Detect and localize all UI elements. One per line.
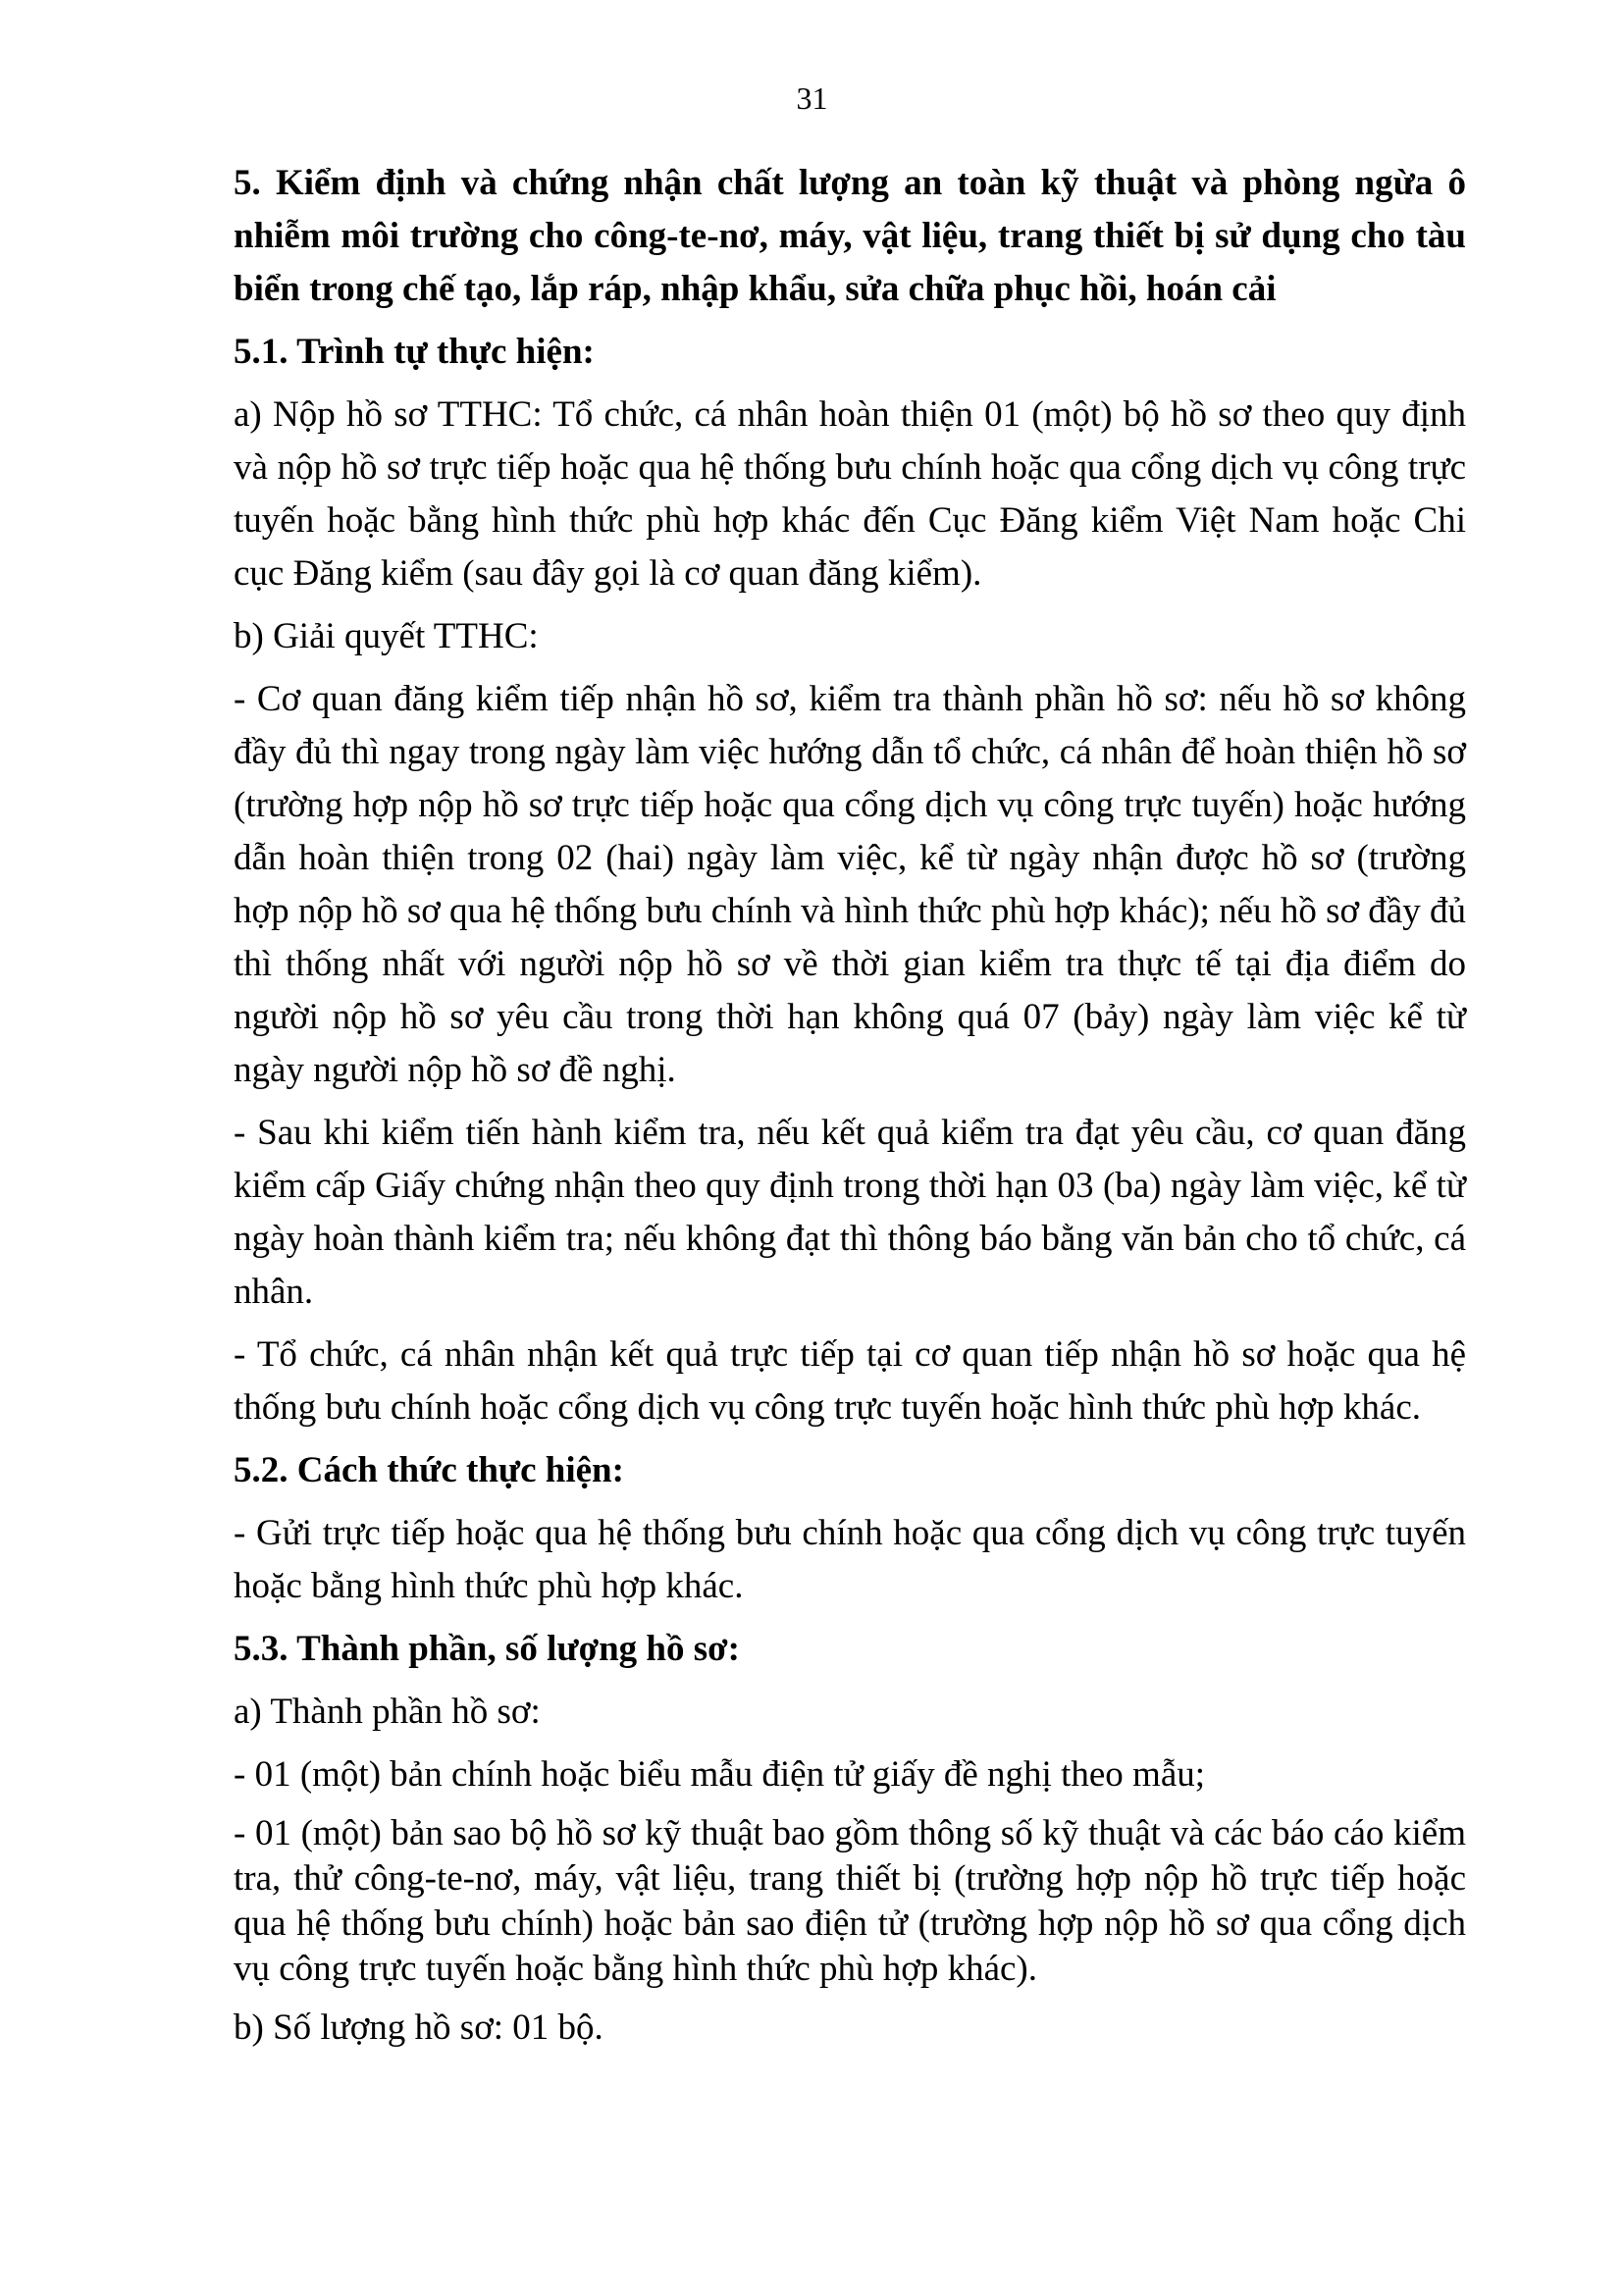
section-title: 5. Kiểm định và chứng nhận chất lượng an toàn kỹ thuật và phòng ngừa ô nhiễm môi trường cho công-te-nơ, máy, vật liệu, trang thiết bị sử dụng cho tàu biển trong chế tạo, lắp ráp, nhập khẩu, sửa chữa phục hồi, hoán cải [234,163,1466,309]
heading-5-2: 5.2. Cách thức thực hiện: [234,1450,624,1490]
heading-5-3: 5.3. Thành phần, số lượng hồ sơ: [234,1629,740,1669]
paragraph-5-2-1: - Gửi trực tiếp hoặc qua hệ thống bưu chính hoặc qua cổng dịch vụ công trực tuyến hoặc bằng hình thức phù hợp khác. [234,1513,1466,1606]
paragraph-5-1-b3: - Tổ chức, cá nhân nhận kết quả trực tiếp tại cơ quan tiếp nhận hồ sơ hoặc qua hệ thống bưu chính hoặc cổng dịch vụ công trực tuyến hoặc hình thức phù hợp khác. [234,1334,1466,1428]
heading-5-1: 5.1. Trình tự thực hiện: [234,332,595,372]
paragraph-5-1-b: b) Giải quyết TTHC: [234,616,539,656]
paragraph-5-3-a: a) Thành phần hồ sơ: [234,1692,541,1732]
paragraph-5-3-a1: - 01 (một) bản chính hoặc biểu mẫu điện tử giấy đề nghị theo mẫu; [234,1754,1206,1795]
document-body [234,157,1466,2064]
paragraph-5-3-a2: - 01 (một) bản sao bộ hồ sơ kỹ thuật bao gồm thông số kỹ thuật và các báo cáo kiểm tra, thử công-te-nơ, máy, vật liệu, trang thiết bị (trường hợp nộp hồ trực tiếp hoặc qua hệ thống bưu chính) hoặc bản sao điện tử (trường hợp nộp hồ sơ qua cổng dịch vụ công trực tuyến hoặc bằng hình thức phù hợp khác). [234,1813,1466,1989]
paragraph-5-3-b: b) Số lượng hồ sơ: 01 bộ. [234,2008,603,2048]
paragraph-5-1-b2: - Sau khi kiểm tiến hành kiểm tra, nếu kết quả kiểm tra đạt yêu cầu, cơ quan đăng kiểm cấp Giấy chứng nhận theo quy định trong thời hạn 03 (ba) ngày làm việc, kể từ ngày hoàn thành kiểm tra; nếu không đạt thì thông báo bằng văn bản cho tổ chức, cá nhân. [234,1113,1466,1312]
page-number: 31 [796,80,828,116]
paragraph-5-1-b1: - Cơ quan đăng kiểm tiếp nhận hồ sơ, kiểm tra thành phần hồ sơ: nếu hồ sơ không đầy đủ thì ngay trong ngày làm việc hướng dẫn tổ chức, cá nhân để hoàn thiện hồ sơ (trường hợp nộp hồ sơ trực tiếp hoặc qua cổng dịch vụ công trực tuyến) hoặc hướng dẫn hoàn thiện trong 02 (hai) ngày làm việc, kể từ ngày nhận được hồ sơ (trường hợp nộp hồ sơ qua hệ thống bưu chính và hình thức phù hợp khác); nếu hồ sơ đầy đủ thì thống nhất với người nộp hồ sơ về thời gian kiểm tra thực tế tại địa điểm do người nộp hồ sơ yêu cầu trong thời hạn không quá 07 (bảy) ngày làm việc kể từ ngày người nộp hồ sơ đề nghị. [234,679,1466,1090]
paragraph-5-1-a: a) Nộp hồ sơ TTHC: Tổ chức, cá nhân hoàn thiện 01 (một) bộ hồ sơ theo quy định và nộp hồ sơ trực tiếp hoặc qua hệ thống bưu chính hoặc qua cổng dịch vụ công trực tuyến hoặc bằng hình thức phù hợp khác đến Cục Đăng kiểm Việt Nam hoặc Chi cục Đăng kiểm (sau đây gọi là cơ quan đăng kiểm). [234,394,1466,594]
